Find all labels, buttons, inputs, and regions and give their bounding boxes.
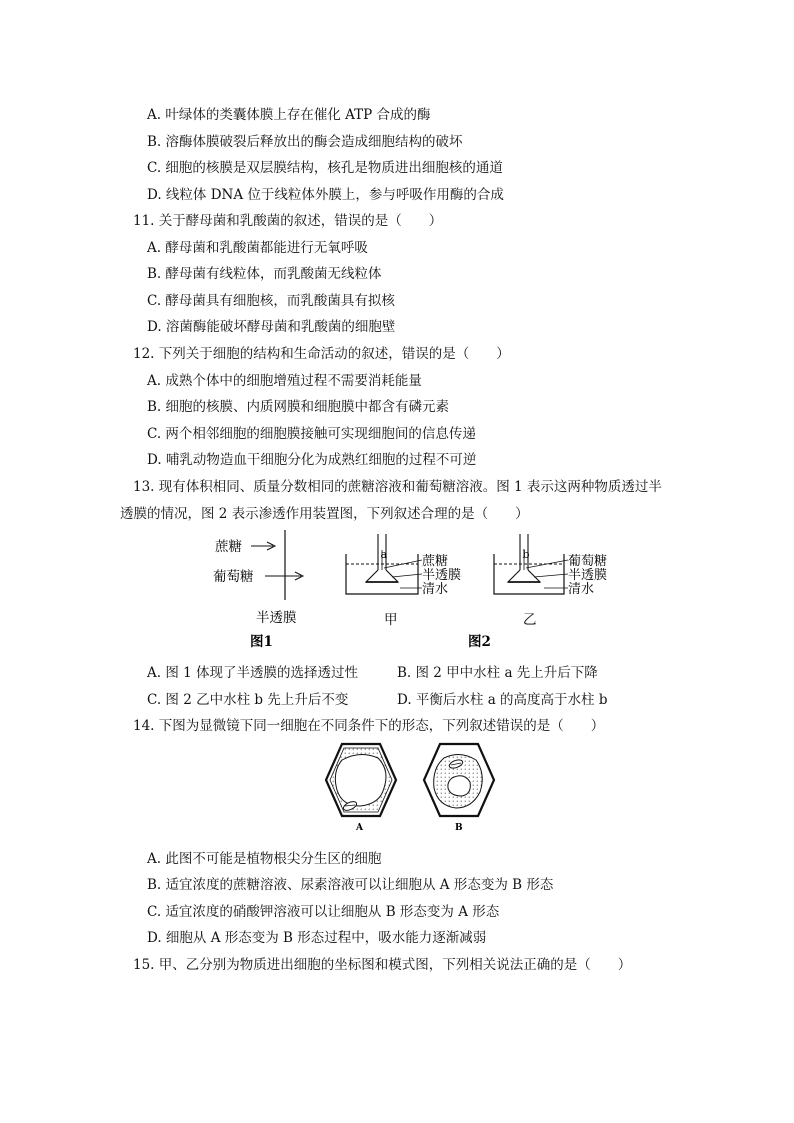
q14-stem: 14. 下图为显微镜下同一细胞在不同条件下的形态，下列叙述错误的是（ ）: [133, 718, 605, 734]
jia-label-sucrose: 蔗糖: [422, 554, 449, 569]
jia-label-membrane: 半透膜: [422, 568, 462, 583]
fig1-sucrose-label: 蔗糖: [215, 539, 242, 555]
q13-stem-line2: 透膜的情况，图 2 表示渗透作用装置图，下列叙述合理的是（ ）: [120, 506, 529, 522]
q13-stem-line1: 13. 现有体积相同、质量分数相同的蔗糖溶液和葡萄糖溶液。图 1 表示这两种物质透过半: [133, 479, 662, 495]
q14-cell-figure: [320, 740, 510, 835]
q10-option-c: C. 细胞的核膜是双层膜结构，核孔是物质进出细胞核的通道: [147, 160, 503, 176]
yi-label-glucose: 葡萄糖: [568, 554, 608, 569]
q14-option-d: D. 细胞从 A 形态变为 B 形态过程中，吸水能力逐渐减弱: [147, 930, 487, 946]
fig1-glucose-label: 葡萄糖: [213, 569, 254, 585]
yi-leader-2: [534, 574, 568, 577]
q11-option-a: A. 酵母菌和乳酸菌都能进行无氧呼吸: [147, 240, 368, 256]
q15-stem: 15. 甲、乙分别为物质进出细胞的坐标图和模式图，下列相关说法正确的是（ ）: [133, 957, 632, 973]
yi-column-label: b: [522, 548, 530, 561]
q11-option-b: B. 酵母菌有线粒体，而乳酸菌无线粒体: [147, 266, 382, 282]
q13-option-b: B. 图 2 甲中水柱 a 先上升后下降: [397, 665, 598, 681]
yi-funnel: [508, 570, 540, 582]
q10-option-b: B. 溶酶体膜破裂后释放出的酶会造成细胞结构的破坏: [147, 134, 463, 150]
cell-a: [326, 744, 396, 816]
q10-option-a: A. 叶绿体的类囊体膜上存在催化 ATP 合成的酶: [147, 107, 431, 123]
cell-b-label: B: [455, 823, 463, 833]
jia-funnel: [366, 570, 398, 582]
cell-b: [424, 744, 494, 816]
cell-b-vacuole: [448, 776, 470, 796]
q13-figure-2: [340, 530, 630, 650]
q13-option-d: D. 平衡后水柱 a 的高度高于水柱 b: [397, 692, 608, 708]
q12-stem: 12. 下列关于细胞的结构和生命活动的叙述，错误的是（ ）: [133, 346, 510, 362]
q13-option-a: A. 图 1 体现了半透膜的选择透过性: [147, 665, 359, 681]
q10-option-d: D. 线粒体 DNA 位于线粒体外膜上，参与呼吸作用酶的合成: [147, 187, 504, 203]
q14-option-a: A. 此图不可能是植物根尖分生区的细胞: [147, 851, 382, 867]
q12-option-a: A. 成熟个体中的细胞增殖过程不需要消耗能量: [147, 373, 422, 389]
fig1-membrane-label: 半透膜: [256, 610, 297, 626]
q11-option-c: C. 酵母菌具有细胞核，而乳酸菌具有拟核: [147, 293, 395, 309]
yi-name: 乙: [523, 612, 537, 628]
fig2-apparatus-yi: [494, 534, 607, 628]
q13-figure-1: [205, 530, 330, 650]
yi-label-water: 清水: [568, 582, 595, 597]
q14-option-b: B. 适宜浓度的蔗糖溶液、尿素溶液可以让细胞从 A 形态变为 B 形态: [147, 877, 554, 893]
fig1-caption: 图1: [250, 634, 273, 650]
q11-option-d: D. 溶菌酶能破坏酵母菌和乳酸菌的细胞壁: [147, 319, 396, 335]
q12-option-d: D. 哺乳动物造血干细胞分化为成熟红细胞的过程不可逆: [147, 452, 477, 468]
jia-label-water: 清水: [422, 582, 449, 597]
q13-option-c: C. 图 2 乙中水柱 b 先上升后不变: [147, 692, 349, 708]
yi-label-membrane: 半透膜: [568, 568, 608, 583]
q14-option-c: C. 适宜浓度的硝酸钾溶液可以让细胞从 B 形态变为 A 形态: [147, 904, 500, 920]
q12-option-b: B. 细胞的核膜、内质网膜和细胞膜中都含有磷元素: [147, 399, 450, 415]
jia-name: 甲: [384, 612, 398, 628]
q12-option-c: C. 两个相邻细胞的细胞膜接触可实现细胞间的信息传递: [147, 426, 476, 442]
q11-stem: 11. 关于酵母菌和乳酸菌的叙述，错误的是（ ）: [133, 213, 443, 229]
fig2-caption: 图2: [468, 634, 491, 650]
jia-column-label: a: [380, 548, 388, 561]
fig2-apparatus-jia: [346, 534, 461, 628]
cell-a-vacuole: [335, 754, 386, 806]
cell-a-label: A: [356, 823, 363, 833]
